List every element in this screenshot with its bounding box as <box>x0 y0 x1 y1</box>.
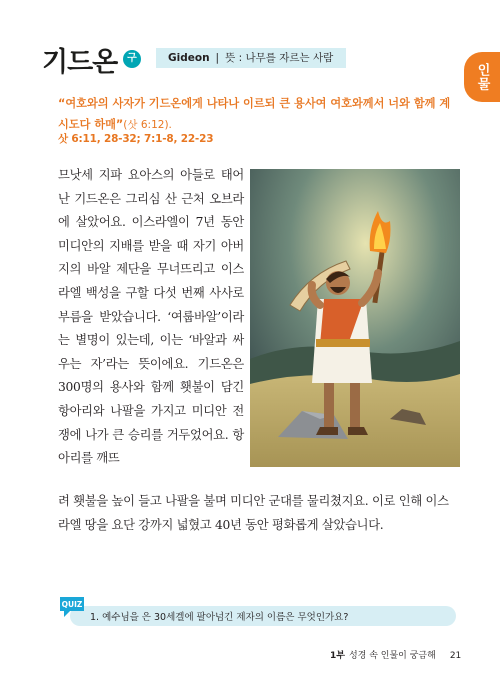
page-footer <box>330 648 461 661</box>
body-text-column <box>58 164 244 471</box>
quiz-question: 1. 예수님을 은 30세겔에 팔아넘긴 제자의 이름은 무엇인가요? <box>90 612 349 623</box>
side-tab-label: 인물 <box>474 63 490 91</box>
body-text-wide: 려 횃불을 높이 들고 나팔을 불며 미디안 군대를 물리쳤지요. 이로 인해 이스라엘 땅을 요단 강까지 넓혔고 40년 동안 평화롭게 살았습니다. <box>58 494 449 532</box>
page-number: 21 <box>449 651 462 661</box>
side-tab <box>464 52 500 102</box>
english-name: Gideon <box>168 52 210 64</box>
gideon-illustration <box>250 169 460 467</box>
name-meaning: 뜻 : 나무를 자르는 사람 <box>225 52 334 64</box>
quiz-icon <box>58 595 86 619</box>
footer-section: 성경 속 인물이 궁금해 <box>348 651 436 661</box>
scripture-references: 삿 6:11, 28-32; 7:1-8, 22-23 <box>58 133 214 145</box>
separator: | <box>215 52 220 64</box>
quiz-badge-label: QUIZ <box>61 600 83 609</box>
body-paragraph: 므낫세 지파 요아스의 아들로 태어난 기드온은 그리심 산 근처 오브라에 살았어요. 이스라엘이 7년 동안 미디안의 지배를 받을 때 자기 아버지의 바알 제단을 무너뜨리고 이스라엘 백성을 구할 다섯 번째 사사로 부름을 받았습니다. ‘여룹바알’이라는 별명이 있는데, 이는 ‘바알과 싸우는 자’라는 뜻이에요. 기드온은 300명의 용사와 함께 횃불이 담긴 항아리와 나팔을 가지고 미디안 전쟁에 나가 큰 승리를 거두었어요. 항아리를 깨뜨 <box>58 168 244 466</box>
testament-badge: 구 <box>123 50 141 68</box>
key-verse-ref: (삿 6:12). <box>123 119 172 131</box>
key-verse <box>58 93 458 136</box>
key-verse-text: “여호와의 사자가 기드온에게 나타나 이르되 큰 용사여 여호와께서 너와 함께 계시도다 하매” <box>58 97 451 131</box>
name-meaning-box <box>156 48 346 68</box>
footer-part: 1부 <box>330 651 345 661</box>
gideon-illustration-svg <box>250 169 460 467</box>
page-title: 기드온 <box>42 47 118 78</box>
